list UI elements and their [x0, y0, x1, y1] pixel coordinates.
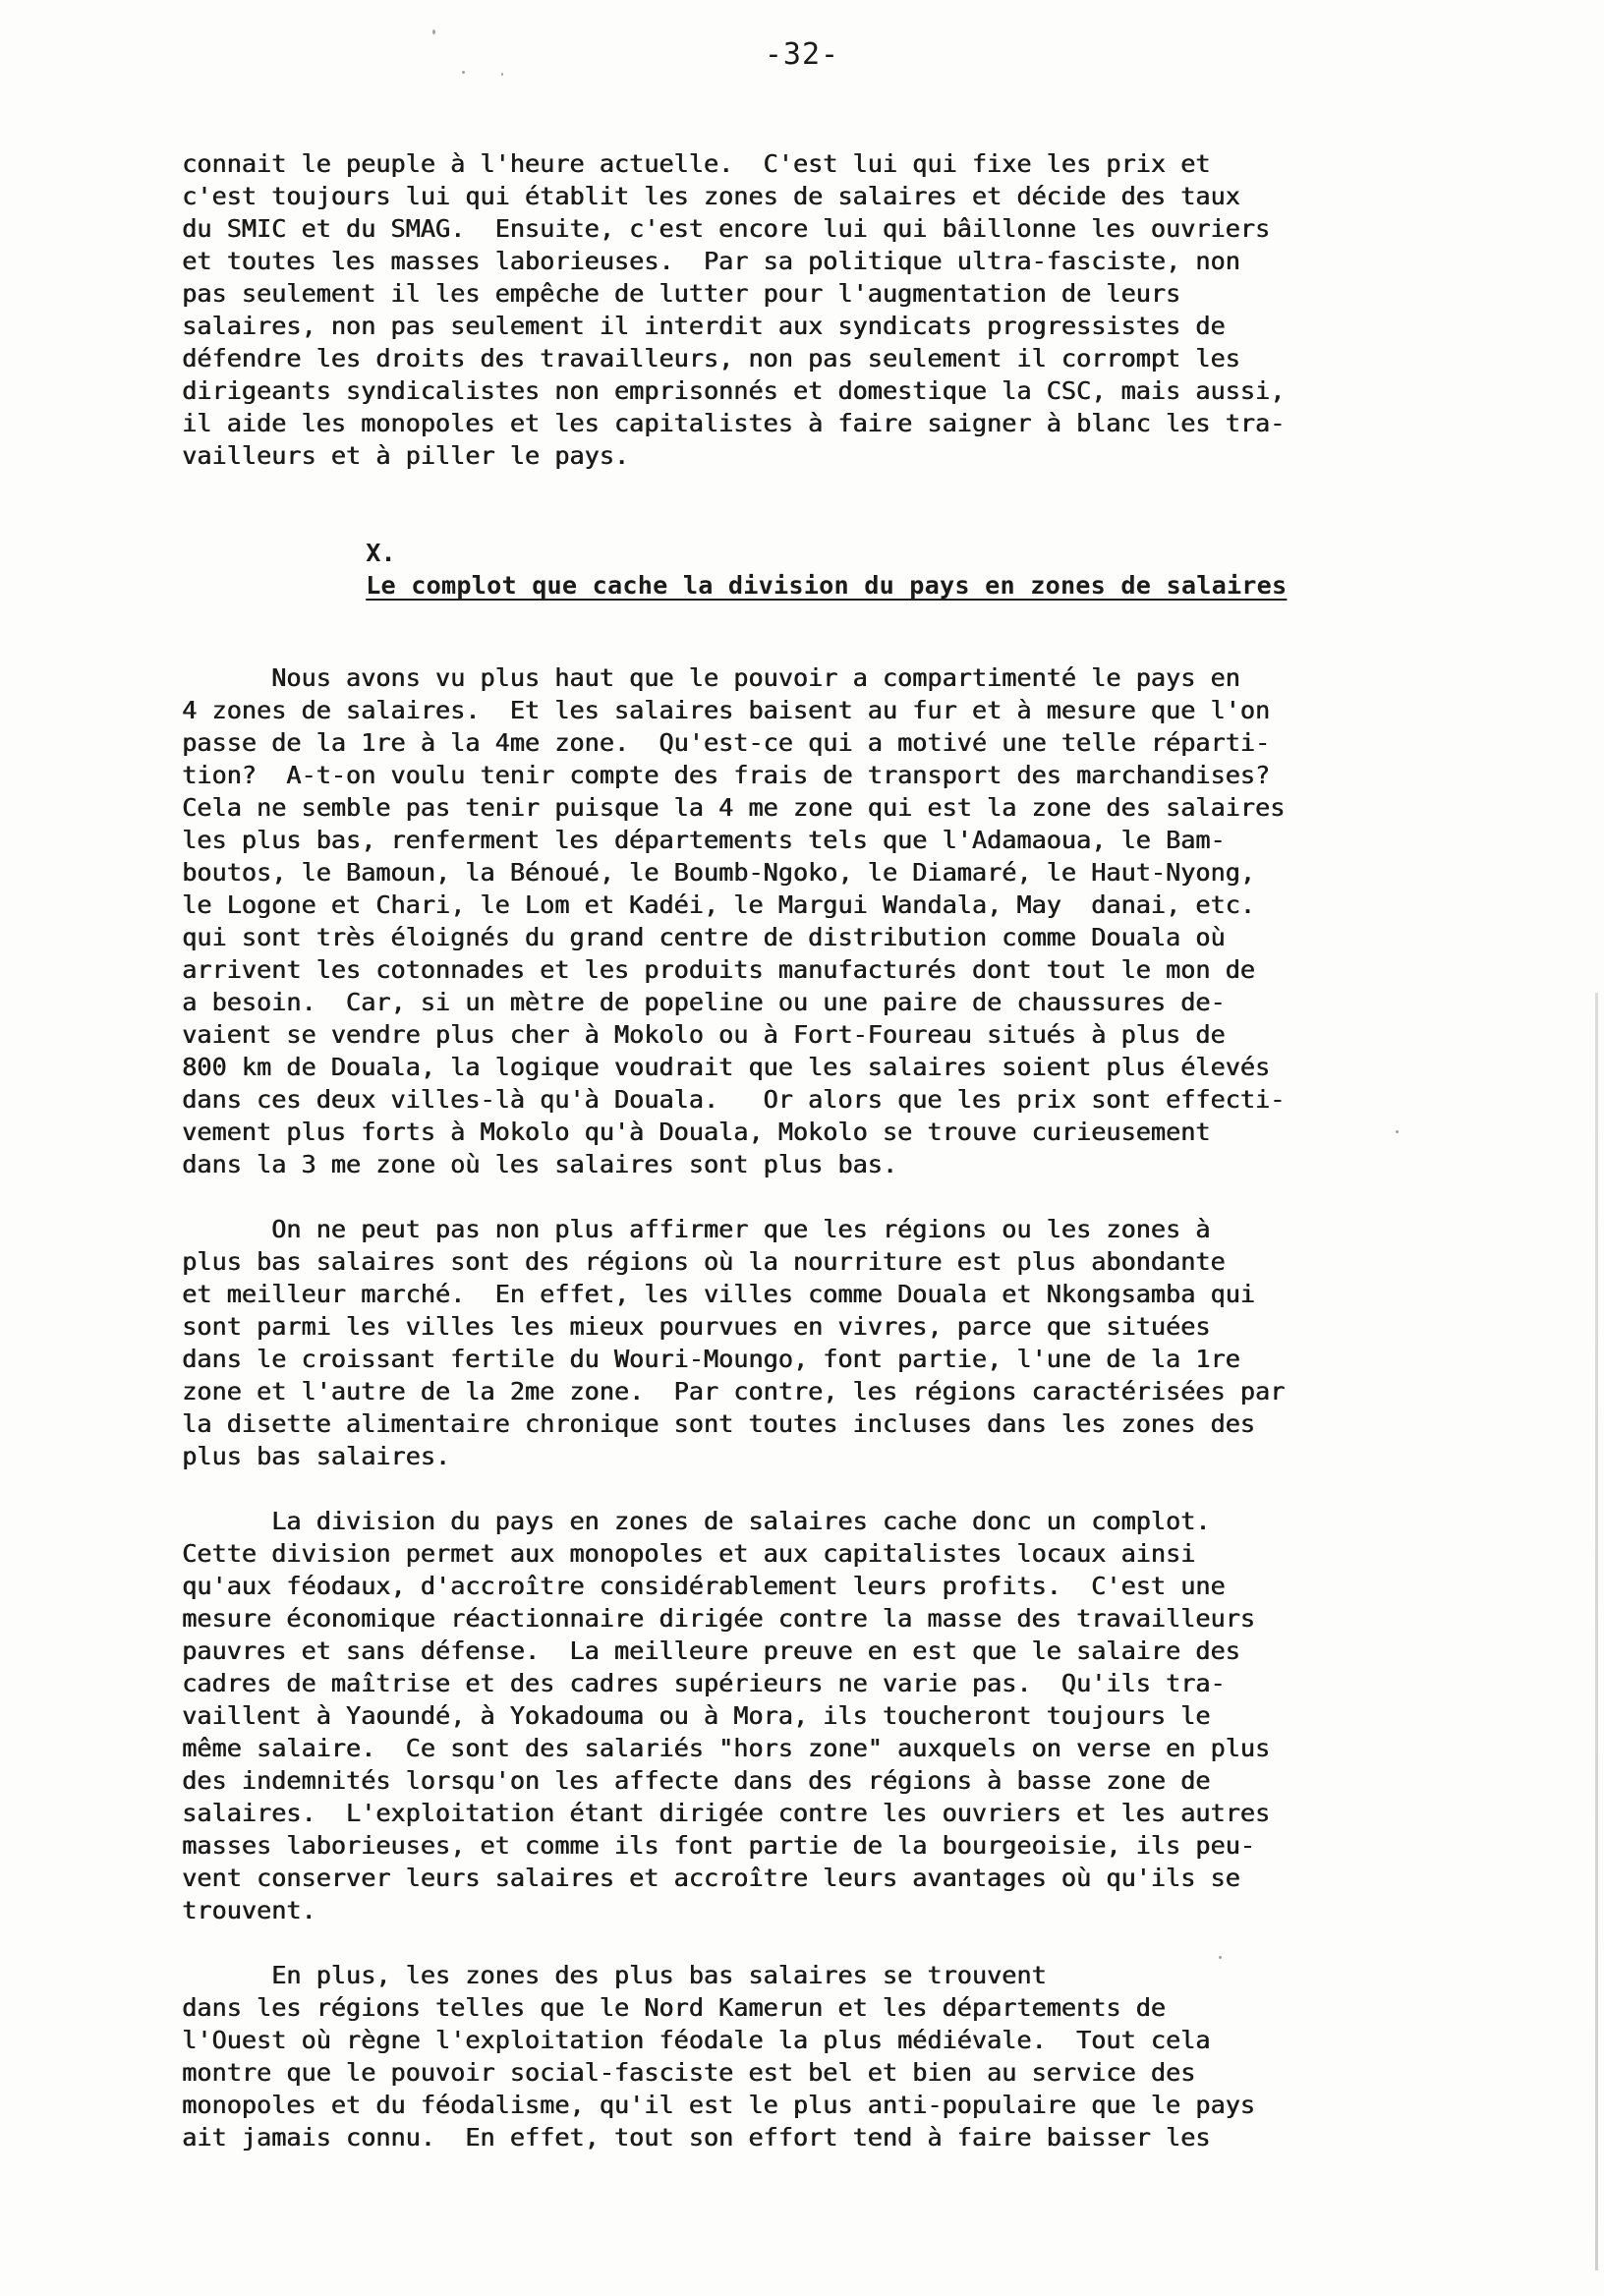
text-line: dirigeants syndicalistes non emprisonnés et domestique la CSC, mais aussi,: [182, 376, 1286, 405]
text-line: l'Ouest où règne l'exploitation féodale la plus médiévale. Tout cela: [182, 2026, 1211, 2054]
text-line: arrivent les cotonnades et les produits manufacturés dont tout le mon de: [182, 955, 1255, 984]
text-line: vement plus forts à Mokolo qu'à Douala, Mokolo se trouve curieusement: [182, 1118, 1211, 1146]
text-line: trouvent.: [182, 1896, 316, 1924]
text-line: dans ces deux villes-là qu'à Douala. Or alors que les prix sont effecti-: [182, 1085, 1286, 1114]
paragraph-conclusion: [182, 1959, 1479, 2153]
scan-speck: [462, 71, 465, 74]
scan-edge-shadow: [1595, 993, 1598, 2270]
text-line: pauvres et sans défense. La meilleure preuve en est que le salaire des: [182, 1636, 1240, 1665]
text-line: il aide les monopoles et les capitalistes à faire saigner à blanc les tra-: [182, 409, 1286, 437]
text-line: zone et l'autre de la 2me zone. Par contre, les régions caractérisées par: [182, 1377, 1286, 1406]
text-line: 800 km de Douala, la logique voudrait que les salaires soient plus élevés: [182, 1053, 1270, 1081]
text-line: cadres de maîtrise et des cadres supérieurs ne varie pas. Qu'ils tra-: [182, 1669, 1226, 1697]
text-line: vaillent à Yaoundé, à Yokadouma ou à Mora, ils toucheront toujours le: [182, 1701, 1211, 1730]
text-line: pas seulement il les empêche de lutter pour l'augmentation de leurs: [182, 279, 1180, 308]
text-line: plus bas salaires sont des régions où la nourriture est plus abondante: [182, 1247, 1226, 1276]
page-number: -32-: [764, 37, 840, 72]
scan-speck: [1396, 1130, 1399, 1133]
text-line: Nous avons vu plus haut que le pouvoir a compartimenté le pays en: [182, 663, 1240, 692]
text-line: c'est toujours lui qui établit les zones de salaires et décide des taux: [182, 182, 1240, 210]
scan-speck: [501, 73, 503, 76]
text-line: la disette alimentaire chronique sont toutes incluses dans les zones des: [182, 1409, 1255, 1438]
section-number: X.: [366, 539, 396, 567]
section-heading: [275, 504, 1479, 634]
text-line: qui sont très éloignés du grand centre de distribution comme Douala où: [182, 923, 1226, 951]
text-line: les plus bas, renferment les départements tels que l'Adamaoua, le Bam-: [182, 826, 1226, 854]
text-line: et toutes les masses laborieuses. Par sa politique ultra-fasciste, non: [182, 247, 1240, 275]
text-line: passe de la 1re à la 4me zone. Qu'est-ce qui a motivé une telle réparti-: [182, 728, 1270, 757]
text-line: sont parmi les villes les mieux pourvues en vivres, parce que situées: [182, 1312, 1211, 1341]
text-line: du SMIC et du SMAG. Ensuite, c'est encore lui qui bâillonne les ouvriers: [182, 214, 1270, 243]
paragraph-food: [182, 1213, 1479, 1472]
text-line: dans le croissant fertile du Wouri-Moungo, font partie, l'une de la 1re: [182, 1345, 1240, 1373]
document-body: [182, 147, 1479, 2186]
text-line: même salaire. Ce sont des salariés "hors zone" auxquels on verse en plus: [182, 1734, 1270, 1762]
section-title: Le complot que cache la division du pays en zones de salaires: [366, 571, 1288, 600]
text-line: vailleurs et à piller le pays.: [182, 441, 629, 470]
text-line: vent conserver leurs salaires et accroître leurs avantages où qu'ils se: [182, 1864, 1240, 1892]
text-line: salaires, non pas seulement il interdit aux syndicats progressistes de: [182, 312, 1226, 340]
text-line: montre que le pouvoir social-fasciste est bel et bien au service des: [182, 2058, 1196, 2087]
paragraph-complot: [182, 1505, 1479, 1926]
text-line: ait jamais connu. En effet, tout son effort tend à faire baisser les: [182, 2123, 1211, 2152]
text-line: des indemnités lorsqu'on les affecte dans des régions à basse zone de: [182, 1766, 1211, 1795]
text-line: le Logone et Chari, le Lom et Kadéi, le Margui Wandala, May danai, etc.: [182, 890, 1255, 919]
text-line: masses laborieuses, et comme ils font partie de la bourgeoisie, ils peu-: [182, 1831, 1255, 1860]
text-line: connait le peuple à l'heure actuelle. C'est lui qui fixe les prix et: [182, 149, 1211, 178]
text-line: dans la 3 me zone où les salaires sont plus bas.: [182, 1150, 897, 1178]
text-line: tion? A-t-on voulu tenir compte des frais de transport des marchandises?: [182, 761, 1270, 789]
text-line: Cela ne semble pas tenir puisque la 4 me zone qui est la zone des salaires: [182, 793, 1286, 822]
text-line: a besoin. Car, si un mètre de popeline ou une paire de chaussures de-: [182, 988, 1226, 1016]
paragraph-zones: [182, 661, 1479, 1180]
scan-speck: [432, 29, 435, 34]
text-line: défendre les droits des travailleurs, non pas seulement il corrompt les: [182, 344, 1240, 373]
text-line: salaires. L'exploitation étant dirigée contre les ouvriers et les autres: [182, 1799, 1270, 1827]
text-line: dans les régions telles que le Nord Kamerun et les départements de: [182, 1993, 1166, 2022]
scan-speck: [1219, 1956, 1222, 1959]
text-line: mesure économique réactionnaire dirigée contre la masse des travailleurs: [182, 1604, 1255, 1633]
text-line: 4 zones de salaires. Et les salaires baisent au fur et à mesure que l'on: [182, 696, 1270, 724]
text-line: En plus, les zones des plus bas salaires se trouvent: [182, 1961, 1047, 1989]
text-line: monopoles et du féodalisme, qu'il est le plus anti-populaire que le pays: [182, 2091, 1255, 2119]
text-line: boutos, le Bamoun, la Bénoué, le Boumb-Ngoko, le Diamaré, le Haut-Nyong,: [182, 858, 1255, 887]
text-line: On ne peut pas non plus affirmer que les régions ou les zones à: [182, 1215, 1211, 1243]
text-line: et meilleur marché. En effet, les villes comme Douala et Nkongsamba qui: [182, 1280, 1255, 1308]
paragraph-intro: [182, 147, 1479, 472]
text-line: Cette division permet aux monopoles et aux capitalistes locaux ainsi: [182, 1539, 1196, 1568]
text-line: plus bas salaires.: [182, 1442, 450, 1470]
text-line: vaient se vendre plus cher à Mokolo ou à Fort-Foureau situés à plus de: [182, 1020, 1226, 1049]
text-line: qu'aux féodaux, d'accroître considérablement leurs profits. C'est une: [182, 1572, 1226, 1600]
text-line: La division du pays en zones de salaires cache donc un complot.: [182, 1507, 1211, 1535]
